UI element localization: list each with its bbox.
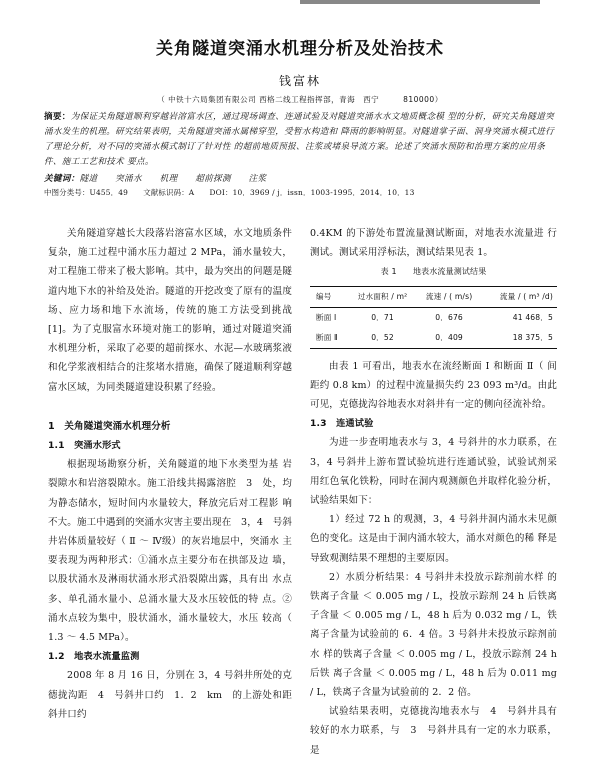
table-caption: 表 1 地表水流量测试结果: [380, 267, 487, 277]
intro-paragraph: 关角隧道穿越长大段落岩溶富水区域，水文地质条件复杂，施工过程中涌水压力超过 2 MPa，涌水量较大，对工程施工带来了极大影响。其中，最为突出的问题是隧道内地下水的补给及处治。隧道的开挖改变了原有的温度场、应力场和地下水流场，传统的施工方法受到挑战[1]。为了克服富水环境对施工的影响，通过对隧道突涌水机理分析，采取了必要的超前探水、水泥—水玻璃浆液和化学浆液相结合的注浆堵水措施，确保了隧道顺利穿越富水区域，为同类隧道建设积累了经验。: [48, 228, 292, 393]
table-header-cell: 过水面积 / m²: [357, 291, 408, 301]
keywords: [44, 172, 562, 184]
abstract: [44, 110, 562, 170]
table-header-cell: 流量 / ( m³ /d): [499, 291, 553, 301]
abstract-text: 为保证关角隧道顺利穿越岩溶富水区，通过现场调查、连通试验及对隧道突涌水水文地质概念模 型的分析，研究关角隧道突涌水发生的机理。研究结果表明，关角隧道突涌水属梯穿型，受暂水构造和 降雨的影响明显。对隧道掌子面、洞身突涌水模式进行了理论分析，对不同的突涌水模式制订了针对性 的超前地质预报、注浆或堵泉导流方案。论述了突涌水预防和治理方案的应用条件、施工工艺和技术 要点。: [44, 112, 554, 167]
left-column: [48, 224, 292, 724]
table-row: [310, 328, 557, 349]
classification-line: 中图分类号：U455．49 文献标识码：A DOI：10．3969 / j．issn．1003-1995．2014．10．13: [44, 188, 415, 197]
table-row: [310, 307, 557, 328]
flow-test-table: [310, 286, 557, 349]
paragraph-continued: 0.4KM 的下游处布置流量测试断面，对地表水流量进 行测试。测试采用浮标法，测试结果见表 1。: [310, 228, 557, 259]
paragraph-conclusion: 试验结果表明，克德拢沟地表水与 4 号斜井具有较好的水力联系，与 3 号斜井具有一定的水力联系，是: [310, 706, 557, 756]
paragraph-inrush-forms: 根据现场勘察分析，关角隧道的地下水类型为基 岩裂隙水和岩溶裂隙水。施工沿线共揭露溶腔 3 处，均为静态储水，短时间内水量较大，释放完后对工程影 响不大。施工中遇到的突涌水灾害主要出现在 3，4 号斜井岩体质量较好（ Ⅱ ～ Ⅳ级）的灰岩地层中，突涌水 主要表现为两种形式：①涌水点主要分布在拱部及边 墙，以股状涌水及淋雨状涌水形式沿裂隙出露，具有出 水点多、单孔涌水量小、总涌水量大及水压较低的特 点。②涌水点较为集中，股状涌水，涌水量较大，水压 较高（ 1.3 ～ 4.5 MPa）。: [48, 459, 292, 644]
table-header-row: [310, 286, 557, 307]
table-header-cell: 编号: [316, 291, 332, 301]
subsection-heading-1-1: 1.1 突涌水形式: [48, 440, 121, 452]
paragraph-table-analysis: 由表 1 可看出，地表水在流经断面 Ⅰ 和断面 Ⅱ（ 间距约 0.8 km）的过程中流量损失约 23 093 m³/d。由此可见，克德拢沟谷地表水对斜井有一定的侧向径流补给。: [310, 360, 557, 411]
table-cell: 0．409: [435, 332, 463, 342]
keywords-label: 关键词：: [44, 174, 80, 184]
table-cell: 18 375．5: [512, 332, 553, 342]
table-cell: 0．52: [371, 332, 394, 342]
table-cell: 断面 Ⅰ: [316, 312, 337, 322]
table-cell: 0．676: [435, 312, 463, 322]
affiliation: （ 中铁十六局集团有限公司 西格二线工程指挥部，青海 西宁 810000）: [157, 95, 443, 104]
abstract-label: 摘要：: [44, 112, 71, 122]
keywords-text: 隧道 突涌水 机理 超前探测 注浆: [79, 174, 267, 184]
table-cell: 0．71: [371, 312, 394, 322]
subsection-heading-1-3: 1.3 连通试验: [310, 418, 374, 430]
subsection-heading-1-2: 1.2 地表水流量监测: [48, 651, 140, 663]
table-cell: 41 468．5: [512, 312, 553, 322]
paragraph-flow-monitoring: 2008 年 8 月 16 日，分别在 3，4 号斜井所处的克德拢沟距 4 号斜井口约 1．2 km 的上游处和距斜井口约: [48, 670, 292, 720]
journal-header-strip: [0, 0, 600, 6]
table-cell: 断面 Ⅱ: [316, 332, 338, 342]
paragraph-connectivity-test: 为进一步查明地表水与 3，4 号斜井的水力联系，在 3，4 号斜井上游布置试验坑进行连通试验，试验试剂采用红色氧化铁粉，同时在洞内观测颜色并取样化验分析，试验结果如下：: [310, 437, 557, 507]
author-name: 钱富林: [278, 74, 321, 88]
table-header-cell: 流速 / ( m/s): [425, 291, 473, 301]
paper-title: 关角隧道突涌水机理分析及处治技术: [156, 39, 444, 59]
section-heading-1: 1 关角隧道突涌水机理分析: [48, 420, 171, 432]
paragraph-result-2: 2）水质分析结果：4 号斜井未投放示踪剂前水样 的铁离子含量 ＜ 0.005 mg / L，投放示踪剂 24 h 后铁离 子含量 ＜ 0.005 mg / L，48 h 后为 0.032 mg / L，铁离子含量为试验前的 6．4 倍。3 号斜井未投放示踪剂前水 样的铁离子含量 ＜ 0.005 mg / L，投放示踪剂 24 h 后铁 离子含量 ＜ 0.005 mg / L，48 h 后为 0.011 mg / L，铁离子含量为试验前的 2．2 倍。: [310, 571, 557, 699]
paragraph-result-1: 1）经过 72 h 的观测，3，4 号斜井洞内涌水未见颜色的变化。这是由于洞内涌水较大，涌水对颜色的稀 释是导致观测结果不理想的主要原因。: [310, 514, 557, 564]
right-column: [310, 224, 557, 760]
